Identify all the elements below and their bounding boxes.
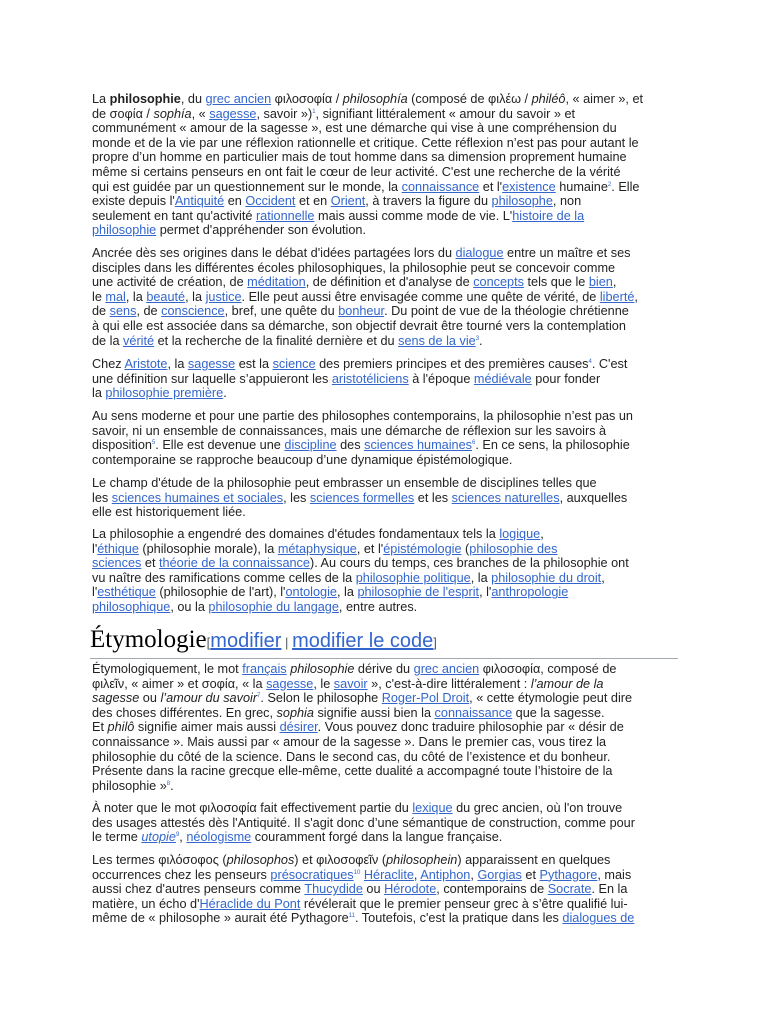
intro-paragraph-4 bbox=[92, 409, 684, 467]
text-run: Chez bbox=[92, 357, 125, 371]
wiki-link[interactable]: concepts bbox=[473, 275, 524, 290]
text-run: , « cette étymologie peut dire bbox=[469, 691, 633, 706]
wiki-link[interactable]: dialogues de bbox=[562, 911, 635, 926]
text-run: et l' bbox=[479, 179, 503, 194]
text-run: , la bbox=[336, 585, 358, 600]
wiki-link[interactable]: bonheur bbox=[338, 304, 385, 319]
wiki-link[interactable]: science bbox=[272, 357, 316, 371]
text-run: , bbox=[601, 570, 605, 585]
text-run: , et l' bbox=[356, 541, 384, 556]
wiki-link[interactable]: philosophie bbox=[92, 223, 157, 238]
wiki-link[interactable]: sciences humaines bbox=[364, 438, 472, 453]
italic-term: sagesse bbox=[92, 691, 140, 706]
text-line bbox=[92, 897, 684, 912]
text-line bbox=[92, 556, 684, 571]
text-run: savoir, ni un ensemble de connaissances, mais une démarche de réflexion sur les savoirs à bbox=[92, 423, 607, 438]
reference-link[interactable]: 9 bbox=[175, 831, 180, 838]
wiki-link[interactable]: justice bbox=[205, 289, 242, 304]
text-line bbox=[92, 571, 684, 586]
text-run: qui est guidée par un questionnement sur le monde, la bbox=[92, 179, 402, 194]
text-line bbox=[92, 853, 684, 868]
text-run: . C'est bbox=[591, 357, 628, 371]
wiki-link[interactable]: anthropologie bbox=[491, 585, 569, 600]
wiki-link[interactable]: philosophe bbox=[491, 194, 553, 209]
intro-paragraph-5 bbox=[92, 476, 684, 520]
wiki-link[interactable]: mal bbox=[105, 289, 126, 304]
text-line bbox=[92, 319, 684, 334]
text-run: de σοφία / bbox=[92, 106, 154, 121]
text-run: communément « amour de la sagesse », est une démarche qui vise à une compréhension du bbox=[92, 121, 617, 136]
text-line bbox=[92, 92, 684, 107]
text-line bbox=[92, 438, 684, 453]
text-run: , bbox=[470, 867, 478, 882]
wiki-link[interactable]: philosophie du langage bbox=[208, 599, 339, 614]
wiki-link[interactable]: sens bbox=[109, 304, 137, 319]
text-run: , de définition et d'analyse de bbox=[305, 275, 474, 290]
text-run: révélerait que le premier penseur grec à s’être qualifié lui- bbox=[300, 896, 628, 911]
wiki-link[interactable]: sagesse bbox=[187, 357, 236, 371]
text-run: , bbox=[634, 289, 638, 304]
etymology-paragraph-2 bbox=[92, 801, 684, 845]
wiki-link[interactable]: Socrate bbox=[547, 882, 592, 897]
wiki-link[interactable]: liberté bbox=[599, 289, 635, 304]
text-run: , bbox=[413, 867, 421, 882]
text-run: . En ce sens, la philosophie bbox=[475, 438, 630, 453]
text-line bbox=[92, 121, 684, 136]
text-run: , mais bbox=[597, 867, 632, 882]
text-run: du grec ancien, où l'on trouve bbox=[452, 801, 623, 815]
text-line bbox=[92, 706, 684, 721]
text-line bbox=[92, 275, 684, 290]
text-run: signifie aussi bien la bbox=[313, 705, 435, 720]
wiki-link[interactable]: théorie de la connaissance bbox=[159, 556, 310, 571]
wiki-link[interactable]: grec ancien bbox=[205, 92, 272, 106]
text-line bbox=[92, 246, 684, 261]
wiki-link[interactable]: beauté bbox=[146, 289, 186, 304]
edit-bracket-close: ] bbox=[433, 635, 437, 650]
text-run: pour fonder bbox=[531, 371, 601, 386]
text-run: . bbox=[170, 778, 174, 793]
text-run: . Toutefois, c'est la pratique dans les bbox=[354, 911, 563, 926]
wiki-link[interactable]: sciences humaines et sociales bbox=[111, 490, 284, 505]
text-run: . Selon le philosophe bbox=[260, 691, 382, 706]
text-run: , la bbox=[470, 570, 492, 585]
text-line bbox=[92, 357, 684, 372]
italic-term: philô bbox=[107, 720, 135, 735]
text-run: signifie aimer mais aussi bbox=[134, 720, 280, 735]
text-run: ). Au cours du temps, ces branches de la philosophie ont bbox=[309, 556, 629, 571]
reference-link[interactable]: 10 bbox=[353, 869, 361, 876]
text-run: et la recherche de la finalité dernière et du bbox=[154, 333, 399, 348]
text-line bbox=[92, 505, 684, 520]
text-run: ou bbox=[139, 691, 161, 706]
text-run: ou bbox=[362, 882, 385, 897]
text-run: disposition bbox=[92, 438, 152, 453]
text-run: . Elle est devenue une bbox=[155, 438, 285, 453]
wiki-link[interactable]: philosophie des bbox=[469, 541, 558, 556]
text-line bbox=[92, 261, 684, 276]
text-run: des premiers principes et des premières causes bbox=[315, 357, 589, 371]
text-run: , bbox=[179, 830, 187, 845]
text-line bbox=[92, 542, 684, 557]
italic-term: sophía bbox=[153, 106, 192, 121]
italic-term: l’amour de la bbox=[530, 676, 604, 691]
text-run: en bbox=[224, 194, 246, 209]
text-run: et bbox=[141, 556, 160, 571]
text-run: φιλοσοφία, composé de bbox=[479, 662, 617, 676]
text-run: (composé de φιλέω / bbox=[407, 92, 532, 106]
text-run: la bbox=[92, 386, 106, 401]
text-run: contemporaine se rapproche beaucoup d’une dynamique épistémologique. bbox=[92, 452, 513, 467]
intro-paragraph-2 bbox=[92, 246, 684, 348]
wiki-link[interactable]: sagesse bbox=[209, 106, 257, 121]
text-run: humaine bbox=[555, 179, 608, 194]
text-run: permet d'appréhender son évolution. bbox=[156, 223, 366, 238]
wiki-link[interactable]: médiévale bbox=[473, 371, 532, 386]
text-line bbox=[92, 386, 684, 401]
text-run: l' bbox=[92, 541, 98, 556]
wiki-link[interactable]: Héraclide du Pont bbox=[199, 896, 301, 911]
italic-term: philosophos bbox=[226, 853, 295, 867]
text-line bbox=[92, 136, 684, 151]
wiki-link[interactable]: lexique bbox=[412, 801, 453, 815]
text-line bbox=[92, 223, 684, 238]
wiki-link[interactable]: Héraclite bbox=[363, 867, 414, 882]
text-line bbox=[92, 691, 684, 706]
text-run: et en bbox=[295, 194, 331, 209]
wiki-link[interactable]: existence bbox=[502, 179, 556, 194]
edit-bracket-open: [ bbox=[206, 635, 211, 650]
etymology-paragraph-3 bbox=[92, 853, 684, 926]
text-run: (philosophie morale), la bbox=[138, 541, 278, 556]
wiki-link[interactable]: français bbox=[242, 662, 287, 676]
edit-separator: | bbox=[285, 635, 289, 650]
wiki-link[interactable]: épistémologie bbox=[383, 541, 462, 556]
text-run: . Du point de vue de la théologie chrétienne bbox=[384, 304, 629, 319]
text-run: Et bbox=[92, 720, 108, 735]
text-line bbox=[92, 801, 684, 816]
text-run: ) apparaissent en quelques bbox=[457, 853, 611, 867]
text-run: mais aussi comme mode de vie. L' bbox=[314, 208, 513, 223]
text-line bbox=[92, 764, 684, 779]
italic-term: sophia bbox=[276, 705, 314, 720]
text-run: l' bbox=[92, 585, 98, 600]
text-line bbox=[92, 720, 684, 735]
intro-paragraph-1 bbox=[92, 92, 684, 238]
text-run: une définition sur laquelle s’appuieront les bbox=[92, 371, 332, 386]
text-run: vu naître des ramifications comme celles de la bbox=[92, 570, 356, 585]
text-run: et bbox=[521, 867, 540, 882]
text-line bbox=[92, 334, 684, 349]
text-line bbox=[92, 107, 684, 122]
text-run: ) et φιλοσοφεῖν ( bbox=[294, 853, 387, 867]
text-run: , auxquelles bbox=[559, 490, 628, 505]
wiki-link[interactable]: Orient bbox=[330, 194, 366, 209]
text-line bbox=[92, 150, 684, 165]
text-line bbox=[92, 816, 684, 831]
text-run: monde et de la vie par une réflexion rationnelle et critique. Cette réflexion n’est pas pour autant le bbox=[92, 135, 639, 150]
wiki-link[interactable]: aristotéliciens bbox=[331, 371, 409, 386]
italic-term: l’amour du savoir bbox=[160, 691, 258, 706]
text-run: , le bbox=[313, 676, 334, 691]
text-run: des bbox=[336, 438, 365, 453]
text-run: existe depuis l' bbox=[92, 194, 175, 209]
text-run: , bbox=[612, 275, 617, 290]
text-run: . En la bbox=[591, 882, 628, 897]
italic-term: philéô bbox=[531, 92, 566, 106]
text-run: même si certains penseurs en ont fait le cœur de leur activité. C'est une recherche de la vérité bbox=[92, 164, 621, 179]
text-line bbox=[92, 750, 684, 765]
wiki-link[interactable]: utopie bbox=[141, 830, 176, 845]
text-run: une activité de création, de bbox=[92, 275, 248, 290]
text-run: philosophie du côté de la science. Dans le second cas, du côté de l’existence et du bonheur. bbox=[92, 749, 611, 764]
reference-link[interactable]: 3 bbox=[475, 335, 480, 342]
edit-section-link[interactable]: modifier bbox=[210, 630, 282, 652]
wiki-link[interactable]: Thucydide bbox=[304, 882, 363, 897]
text-run: couramment forgé dans la langue française. bbox=[251, 830, 503, 845]
wiki-link[interactable]: bien bbox=[588, 275, 613, 290]
wiki-link[interactable]: grec ancien bbox=[413, 662, 480, 676]
wiki-link[interactable]: connaissance bbox=[401, 179, 480, 194]
text-line bbox=[92, 662, 684, 677]
text-run: . bbox=[223, 386, 227, 401]
wiki-link[interactable]: Occident bbox=[245, 194, 296, 209]
text-run: à qui elle est associée dans sa démarche, son objectif devrait être tourné vers la contemplation bbox=[92, 318, 626, 333]
text-line bbox=[92, 409, 684, 424]
text-line bbox=[92, 209, 684, 224]
text-run: que la sagesse. bbox=[512, 705, 605, 720]
text-line bbox=[92, 290, 684, 305]
section-heading-etymologie bbox=[90, 626, 678, 659]
text-run: , du bbox=[180, 92, 206, 106]
text-run: φιλεῖν, « aimer » et σοφία, « la bbox=[92, 676, 267, 691]
text-line bbox=[92, 527, 684, 542]
text-line bbox=[92, 735, 684, 750]
wiki-link[interactable]: esthétique bbox=[97, 585, 156, 600]
edit-source-link[interactable]: modifier le code bbox=[292, 630, 434, 652]
wiki-link[interactable]: métaphysique bbox=[277, 541, 357, 556]
text-line bbox=[92, 372, 684, 387]
wiki-link[interactable]: Hérodote bbox=[384, 882, 437, 897]
text-run: , contemporains de bbox=[436, 882, 548, 897]
reference-link[interactable]: 2 bbox=[607, 181, 612, 188]
wiki-link[interactable]: vérité bbox=[123, 333, 155, 348]
text-run: propre d’un homme en particulier mais de tout homme dans sa dimension proprement humaine bbox=[92, 150, 627, 165]
text-run: , la bbox=[167, 357, 188, 371]
text-line bbox=[92, 882, 684, 897]
text-run: seulement en tant qu'activité bbox=[92, 208, 256, 223]
text-run: . Vous pouvez donc traduire philosophie par « désir de bbox=[317, 720, 624, 735]
text-run: La philosophie a engendré des domaines d'études fondamentaux tels la bbox=[92, 527, 500, 541]
text-run: à l'époque bbox=[408, 371, 474, 386]
text-run: ( bbox=[461, 541, 470, 556]
wiki-link[interactable]: Aristote bbox=[124, 357, 168, 371]
wiki-link[interactable]: présocratiques bbox=[270, 867, 354, 882]
text-run: , savoir ») bbox=[256, 106, 313, 121]
text-run: À noter que le mot φιλοσοφία fait effectivement partie du bbox=[92, 801, 413, 815]
text-line bbox=[92, 911, 684, 926]
text-run: même de « philosophe » aurait été Pythagore bbox=[92, 911, 349, 926]
wiki-link[interactable]: philosophie politique bbox=[355, 570, 471, 585]
text-run: , ou la bbox=[170, 599, 209, 614]
wiki-link[interactable]: rationnelle bbox=[255, 208, 315, 223]
wiki-link[interactable]: Roger-Pol Droit bbox=[381, 691, 470, 706]
text-run: entre un maître et ses bbox=[503, 246, 631, 260]
text-run: , la bbox=[125, 289, 147, 304]
text-run: », c'est-à-dire littéralement : bbox=[367, 676, 531, 691]
wiki-link[interactable]: sens de la vie bbox=[398, 333, 476, 348]
wiki-link[interactable]: désirer bbox=[279, 720, 318, 735]
wiki-link[interactable]: méditation bbox=[247, 275, 306, 290]
wiki-link[interactable]: éthique bbox=[97, 541, 139, 556]
bold-term: philosophie bbox=[109, 92, 181, 106]
text-run: philosophie » bbox=[92, 778, 167, 793]
text-run: , non bbox=[552, 194, 582, 209]
reference-link[interactable]: 5 bbox=[151, 439, 156, 446]
text-run: de bbox=[92, 304, 110, 319]
text-run: Le champ d'étude de la philosophie peut embrasser un ensemble de disciplines telles que bbox=[92, 476, 597, 490]
text-run: Ancrée dès ses origines dans le débat d'idées partagées lors du bbox=[92, 246, 456, 260]
wiki-link[interactable]: Antiquité bbox=[174, 194, 225, 209]
wiki-link[interactable]: sagesse bbox=[266, 676, 314, 691]
text-run: le terme bbox=[92, 830, 142, 845]
intro-paragraph-3 bbox=[92, 357, 684, 401]
text-run: matière, un écho d' bbox=[92, 896, 200, 911]
text-run: Présente dans la racine grecque elle-même, cette dualité a accompagné toute l’histoire de la bbox=[92, 764, 613, 779]
text-run: des choses différentes. En grec, bbox=[92, 705, 277, 720]
wiki-link[interactable]: sciences formelles bbox=[309, 490, 415, 505]
text-run: disciples dans les différentes écoles philosophiques, la philosophie peut se concevoir comme bbox=[92, 260, 616, 275]
text-line bbox=[92, 476, 684, 491]
text-run: et les bbox=[414, 490, 452, 505]
wiki-link[interactable]: sciences naturelles bbox=[451, 490, 560, 505]
text-run: . bbox=[479, 333, 483, 348]
text-run: les bbox=[92, 490, 112, 505]
text-line bbox=[92, 868, 684, 883]
text-line bbox=[92, 165, 684, 180]
wiki-link[interactable]: connaissance bbox=[434, 705, 513, 720]
text-run: des usages attestés dès l'Antiquité. Il s'agit donc d’une sémantique de construction, comme pour bbox=[92, 815, 635, 830]
text-run: φιλοσοφία / bbox=[271, 92, 343, 106]
text-run: , signifiant littéralement « amour du savoir » et bbox=[315, 106, 576, 121]
text-run: , bbox=[540, 527, 544, 541]
reference-link[interactable]: 7 bbox=[257, 692, 261, 699]
reference-link[interactable]: 11 bbox=[348, 913, 355, 920]
wiki-link[interactable]: logique bbox=[499, 527, 541, 541]
text-line bbox=[92, 779, 684, 794]
text-run: elle est historiquement liée. bbox=[92, 505, 246, 520]
text-run: est la bbox=[235, 357, 273, 371]
wiki-link[interactable]: Antiphon bbox=[420, 867, 471, 882]
text-run: Au sens moderne et pour une partie des philosophes contemporains, la philosophie n’est pas un bbox=[92, 409, 633, 423]
text-run: , à travers la figure du bbox=[365, 194, 492, 209]
etymology-paragraph-1 bbox=[92, 662, 684, 793]
wiki-link[interactable]: philosophie du droit bbox=[491, 570, 602, 585]
text-run: , la bbox=[185, 289, 206, 304]
text-run: tels que le bbox=[523, 275, 589, 290]
wiki-link[interactable]: philosophique bbox=[92, 599, 171, 614]
text-line bbox=[92, 424, 684, 439]
text-run: . Elle peut aussi être envisagée comme une quête de vérité, de bbox=[241, 289, 600, 304]
text-line bbox=[92, 453, 684, 468]
wiki-link[interactable]: dialogue bbox=[455, 246, 504, 260]
reference-link[interactable]: 8 bbox=[166, 780, 171, 787]
text-line bbox=[92, 830, 684, 845]
italic-term: philosophie bbox=[290, 662, 355, 676]
wiki-link[interactable]: conscience bbox=[161, 304, 225, 319]
text-run: dérive du bbox=[354, 662, 414, 676]
text-run: , bref, une quête du bbox=[224, 304, 339, 319]
text-run: , de bbox=[136, 304, 162, 319]
text-run: . Elle bbox=[611, 179, 640, 194]
text-line bbox=[92, 600, 684, 615]
text-run: , l' bbox=[479, 585, 492, 600]
wiki-link[interactable]: philosophie première bbox=[105, 386, 224, 401]
text-run: connaissance ». Mais aussi par « amour de la sagesse ». Dans le premier cas, vous tirez la bbox=[92, 734, 607, 749]
text-line bbox=[92, 677, 684, 692]
text-line bbox=[92, 194, 684, 209]
wiki-link[interactable]: ontologie bbox=[285, 585, 337, 600]
text-run: (philosophie de l'art), l' bbox=[155, 585, 286, 600]
wiki-link[interactable]: savoir bbox=[333, 676, 368, 691]
text-line bbox=[92, 585, 684, 600]
text-line bbox=[92, 180, 684, 195]
text-line bbox=[92, 304, 684, 319]
wiki-link[interactable]: histoire de la bbox=[512, 208, 585, 223]
wiki-link[interactable]: philosophie de l'esprit bbox=[357, 585, 480, 600]
wiki-link[interactable]: Gorgias bbox=[477, 867, 522, 882]
text-run: de la bbox=[92, 333, 124, 348]
reference-link[interactable]: 1 bbox=[312, 108, 316, 115]
text-run: occurrences chez les penseurs bbox=[92, 867, 271, 882]
text-run: , les bbox=[283, 490, 310, 505]
section-title: Étymologie bbox=[90, 626, 207, 653]
intro-paragraph-6 bbox=[92, 527, 684, 615]
text-run: , « bbox=[191, 106, 210, 121]
italic-term: philosophía bbox=[342, 92, 408, 106]
reference-link[interactable]: 4 bbox=[588, 358, 592, 365]
text-run: le bbox=[92, 289, 106, 304]
text-run: , « aimer », et bbox=[565, 92, 644, 106]
reference-link[interactable]: 6 bbox=[472, 439, 476, 446]
wiki-link[interactable]: discipline bbox=[284, 438, 337, 453]
wiki-link[interactable]: sciences bbox=[92, 556, 142, 571]
text-run: Les termes φιλόσοφος ( bbox=[92, 853, 227, 867]
italic-term: philosophein bbox=[386, 853, 458, 867]
wiki-link[interactable]: néologisme bbox=[186, 830, 252, 845]
text-run: Étymologiquement, le mot bbox=[92, 662, 243, 676]
text-run: aussi chez d'autres penseurs comme bbox=[92, 882, 305, 897]
text-run: La bbox=[92, 92, 110, 106]
wiki-link[interactable]: Pythagore bbox=[539, 867, 598, 882]
text-run: , entre autres. bbox=[338, 599, 418, 614]
text-line bbox=[92, 491, 684, 506]
